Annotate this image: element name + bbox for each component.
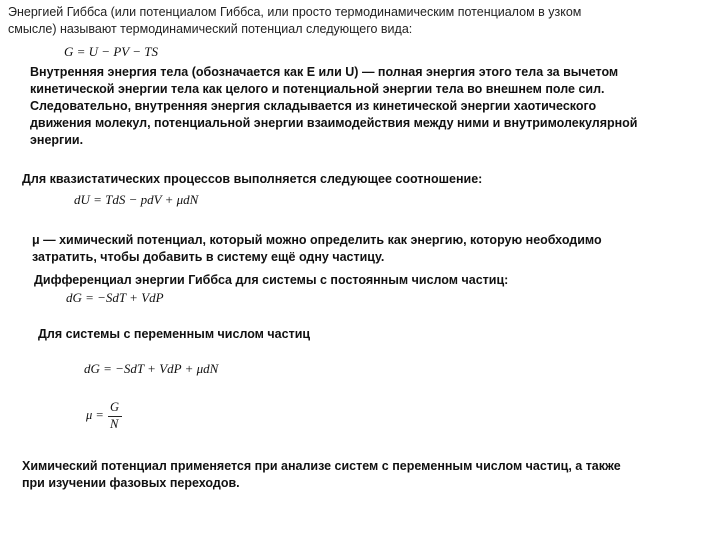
- dU-formula: dU = TdS − pdV + μdN: [74, 192, 199, 207]
- intro-line-2: смысле) называют термодинамический потенциал следующего вида:: [8, 22, 413, 36]
- dG-constant-formula: dG = −SdT + VdP: [66, 290, 164, 305]
- internal-energy-line-2: кинетической энергии тела как целого и потенциальной энергии тела во внешнем поле сил.: [30, 82, 605, 96]
- internal-energy-line-4: движения молекул, потенциальной энергии взаимодействия между ними и внутримолекулярной: [30, 116, 638, 130]
- internal-energy-line-1: Внутренняя энергия тела (обозначается как E или U) — полная энергия этого тела за вычетом: [30, 65, 619, 79]
- gibbs-formula: G = U − PV − TS: [64, 44, 158, 59]
- conclusion-line-2: при изучении фазовых переходов.: [22, 476, 240, 490]
- chem-potential-line-2: затратить, чтобы добавить в систему ещё одну частицу.: [32, 250, 385, 264]
- internal-energy-line-5: энергии.: [30, 133, 84, 147]
- mu-denominator: N: [110, 417, 119, 431]
- chem-potential-line-1: μ — химический потенциал, который можно определить как энергию, которую необходимо: [32, 233, 602, 247]
- variable-particles-text: Для системы с переменным числом частиц: [38, 327, 311, 341]
- dG-variable-formula: dG = −SdT + VdP + μdN: [84, 361, 219, 376]
- mu-lhs: μ =: [86, 408, 104, 422]
- conclusion-line-1: Химический потенциал применяется при анализе систем с переменным числом частиц, а также: [22, 459, 621, 473]
- quasistatic-text: Для квазистатических процессов выполняется следующее соотношение:: [22, 172, 483, 186]
- differential-constant-text: Дифференциал энергии Гиббса для системы с постоянным числом частиц:: [34, 273, 509, 287]
- intro-line-1: Энергией Гиббса (или потенциалом Гиббса, или просто термодинамическим потенциалом в узком: [8, 5, 582, 19]
- mu-numerator: G: [110, 400, 120, 414]
- mu-formula: [86, 400, 126, 436]
- internal-energy-line-3: Следовательно, внутренняя энергия складывается из кинетической энергии хаотического: [30, 99, 597, 113]
